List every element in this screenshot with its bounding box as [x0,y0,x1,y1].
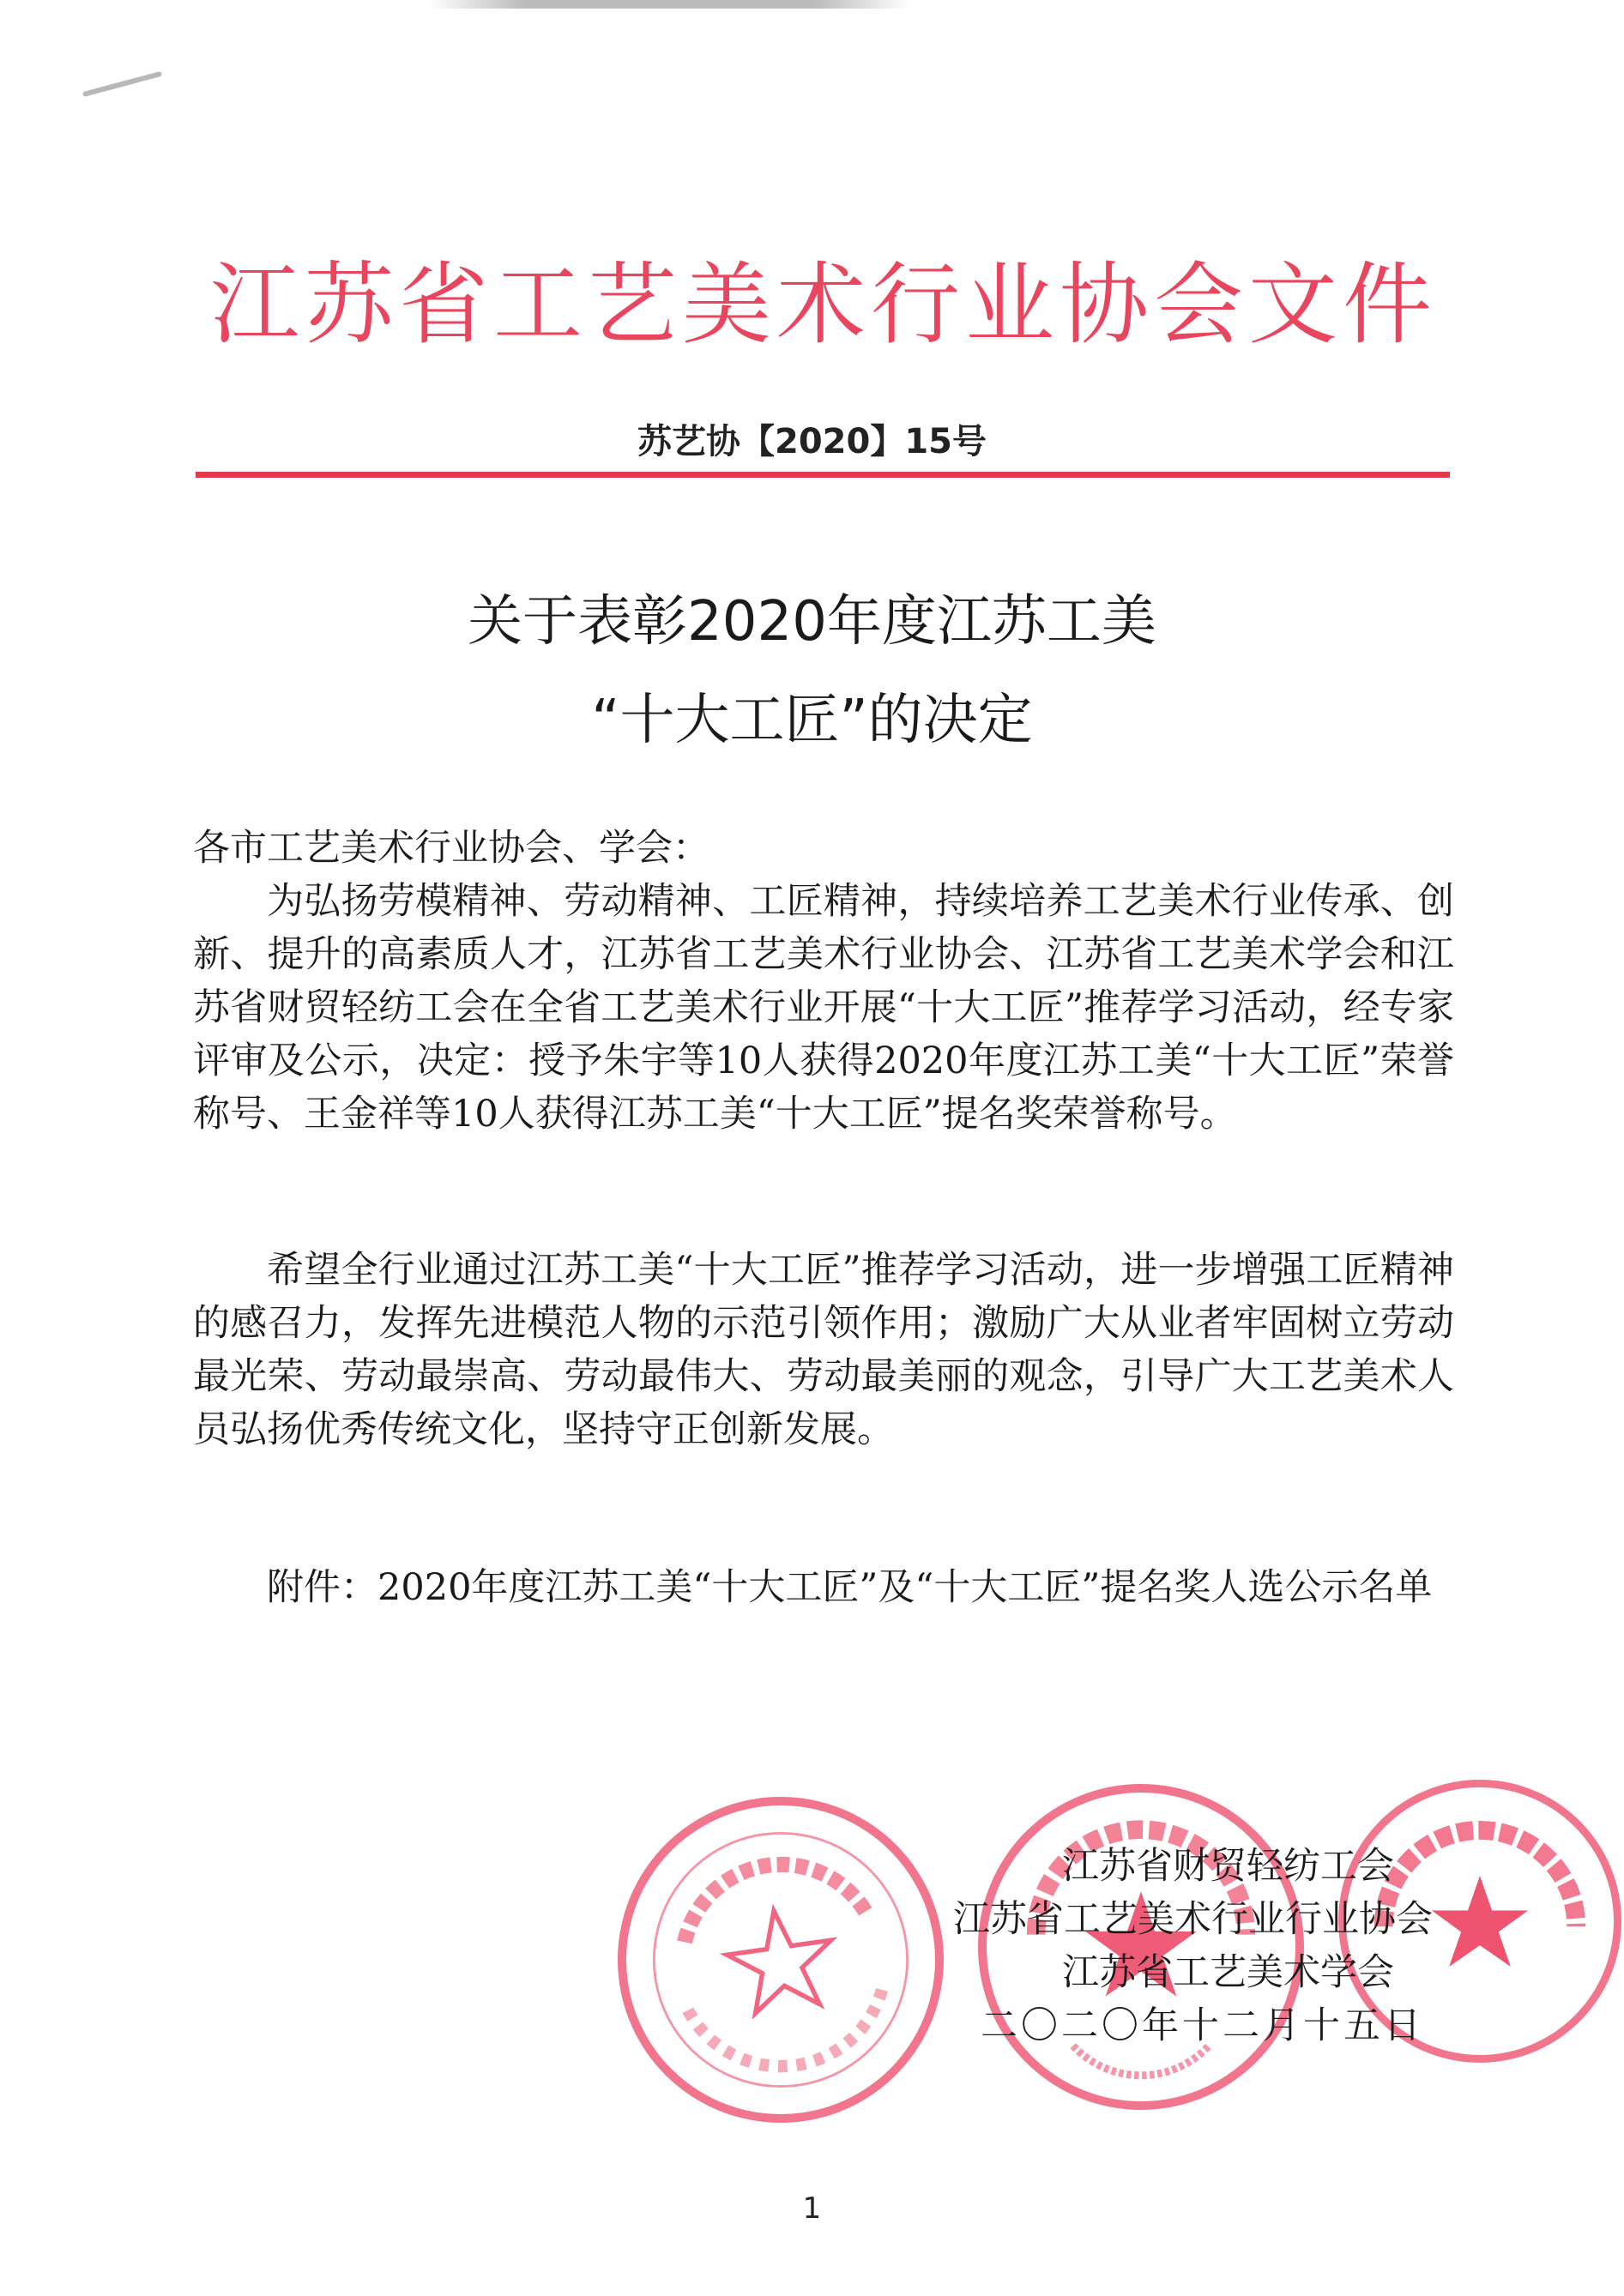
signatory-academy: 江苏省工艺美术学会 [1062,1951,1394,1994]
document-title-line1: 关于表彰2020年度江苏工美 [468,590,1156,654]
body-paragraph-1: 为弘扬劳模精神、劳动精神、工匠精神，持续培养工艺美术行业传承、创新、提升的高素质人才，江苏省工艺美术行业协会、江苏省工艺美术学会和江苏省财贸轻纺工会在全省工艺美术行业开展“十大工匠”推荐学习活动，经专家评审及公示，决定：授予朱宇等10人获得2020年度江苏工美“十大工匠”荣誉称号、王金祥等10人获得江苏工美“十大工匠”提名奖荣誉称号。 [193,880,1454,1136]
scan-artifact-top [429,0,909,9]
salutation: 各市工艺美术行业协会、学会： [193,827,709,870]
page-number: 1 [802,2191,822,2226]
attachment-note: 附件：2020年度江苏工美“十大工匠”及“十大工匠”提名奖人选公示名单 [267,1566,1433,1609]
document-number: 苏艺协【2020】15号 [637,422,987,461]
org-document-header: 江苏省工艺美术行业协会文件 [209,252,1437,357]
signing-date: 二〇二〇年十二月十五日 [981,2004,1424,2047]
scan-artifact-mark [82,71,162,97]
red-divider-line [196,472,1450,478]
document-title-line2: “十大工匠”的决定 [591,689,1033,752]
body-paragraph-2: 希望全行业通过江苏工美“十大工匠”推荐学习活动，进一步增强工匠精神的感召力，发挥先进模范人物的示范引领作用；激励广大从业者牢固树立劳动最光荣、劳动最崇高、劳动最伟大、劳动最美丽的观念，引导广大工艺美术人员弘扬优秀传统文化，坚持守正创新发展。 [193,1249,1454,1451]
signatory-union: 江苏省财贸轻纺工会 [1062,1845,1394,1888]
signatory-association: 江苏省工艺美术行业行业协会 [953,1898,1433,1941]
signature-block [866,1840,1433,2052]
